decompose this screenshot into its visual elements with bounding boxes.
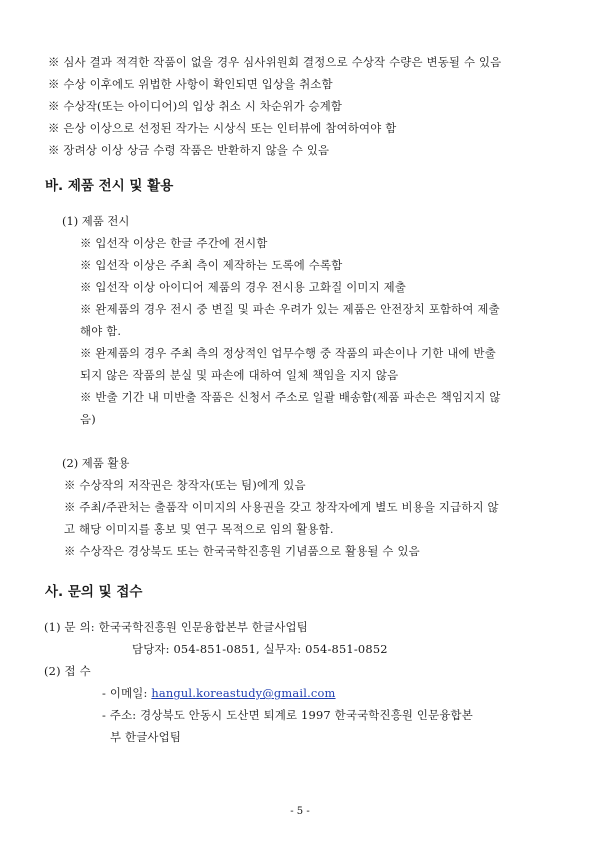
note-line: ※ 입선작 이상은 한글 주간에 전시함 — [80, 236, 268, 250]
page-number: - 5 - — [290, 806, 310, 817]
submission-title: (2) 접 수 — [44, 664, 91, 678]
section-heading-inquiry: 사. 문의 및 접수 — [45, 584, 143, 600]
note-line-continuation: 고 해당 이미지를 홍보 및 연구 목적으로 임의 활용함. — [64, 522, 334, 536]
note-line: ※ 수상 이후에도 위법한 사항이 확인되면 입상을 취소함 — [48, 77, 333, 91]
note-line: ※ 입선작 이상 아이디어 제품의 경우 전시용 고화질 이미지 제출 — [80, 280, 407, 294]
email-link[interactable]: hangul.koreastudy@gmail.com — [151, 686, 336, 700]
note-line: ※ 입선작 이상은 주최 측이 제작하는 도록에 수록함 — [80, 258, 343, 272]
note-line-continuation: 되지 않은 작품의 분실 및 파손에 대하여 일체 책임을 지지 않음 — [80, 368, 399, 382]
contact-line: 담당자: 054-851-0851, 실무자: 054-851-0852 — [132, 642, 388, 656]
inquiry-line: (1) 문 의: 한국국학진흥원 인문융합본부 한글사업팀 — [44, 620, 308, 634]
email-line — [102, 685, 336, 701]
note-line: ※ 완제품의 경우 주최 측의 정상적인 업무수행 중 작품의 파손이나 기한 내에 반출 — [80, 346, 496, 360]
subsection-title-use: (2) 제품 활용 — [62, 456, 130, 470]
note-line: ※ 반출 기간 내 미반출 작품은 신청서 주소로 일괄 배송함(제품 파손은 책임지지 않 — [80, 390, 501, 404]
address-line: - 주소: 경상북도 안동시 도산면 퇴계로 1997 한국국학진흥원 인문융합본 — [102, 708, 473, 722]
note-line: ※ 은상 이상으로 선정된 작가는 시상식 또는 인터뷰에 참여하여야 함 — [48, 121, 397, 135]
note-line: ※ 수상작의 저작권은 창작자(또는 팀)에게 있음 — [64, 478, 306, 492]
section-heading-display-use: 바. 제품 전시 및 활용 — [45, 178, 174, 194]
note-line-continuation: 음) — [80, 412, 96, 426]
note-line: ※ 완제품의 경우 전시 중 변질 및 파손 우려가 있는 제품은 안전장치 포함하여 제출 — [80, 302, 500, 316]
subsection-title-display: (1) 제품 전시 — [62, 214, 130, 228]
email-label: - 이메일: — [102, 686, 152, 700]
note-line: ※ 수상작(또는 아이디어)의 입상 취소 시 차순위가 승계함 — [48, 99, 343, 113]
note-line: ※ 심사 결과 적격한 작품이 없을 경우 심사위원회 결정으로 수상작 수량은 변동될 수 있음 — [48, 55, 502, 69]
note-line: ※ 수상작은 경상북도 또는 한국국학진흥원 기념품으로 활용될 수 있음 — [64, 544, 420, 558]
address-line-continuation: 부 한글사업팀 — [110, 730, 182, 744]
note-line: ※ 장려상 이상 상금 수령 작품은 반환하지 않을 수 있음 — [48, 143, 330, 157]
note-line: ※ 주최/주관처는 출품작 이미지의 사용권을 갖고 창작자에게 별도 비용을 지급하지 않 — [64, 500, 499, 514]
note-line-continuation: 해야 함. — [80, 324, 122, 338]
